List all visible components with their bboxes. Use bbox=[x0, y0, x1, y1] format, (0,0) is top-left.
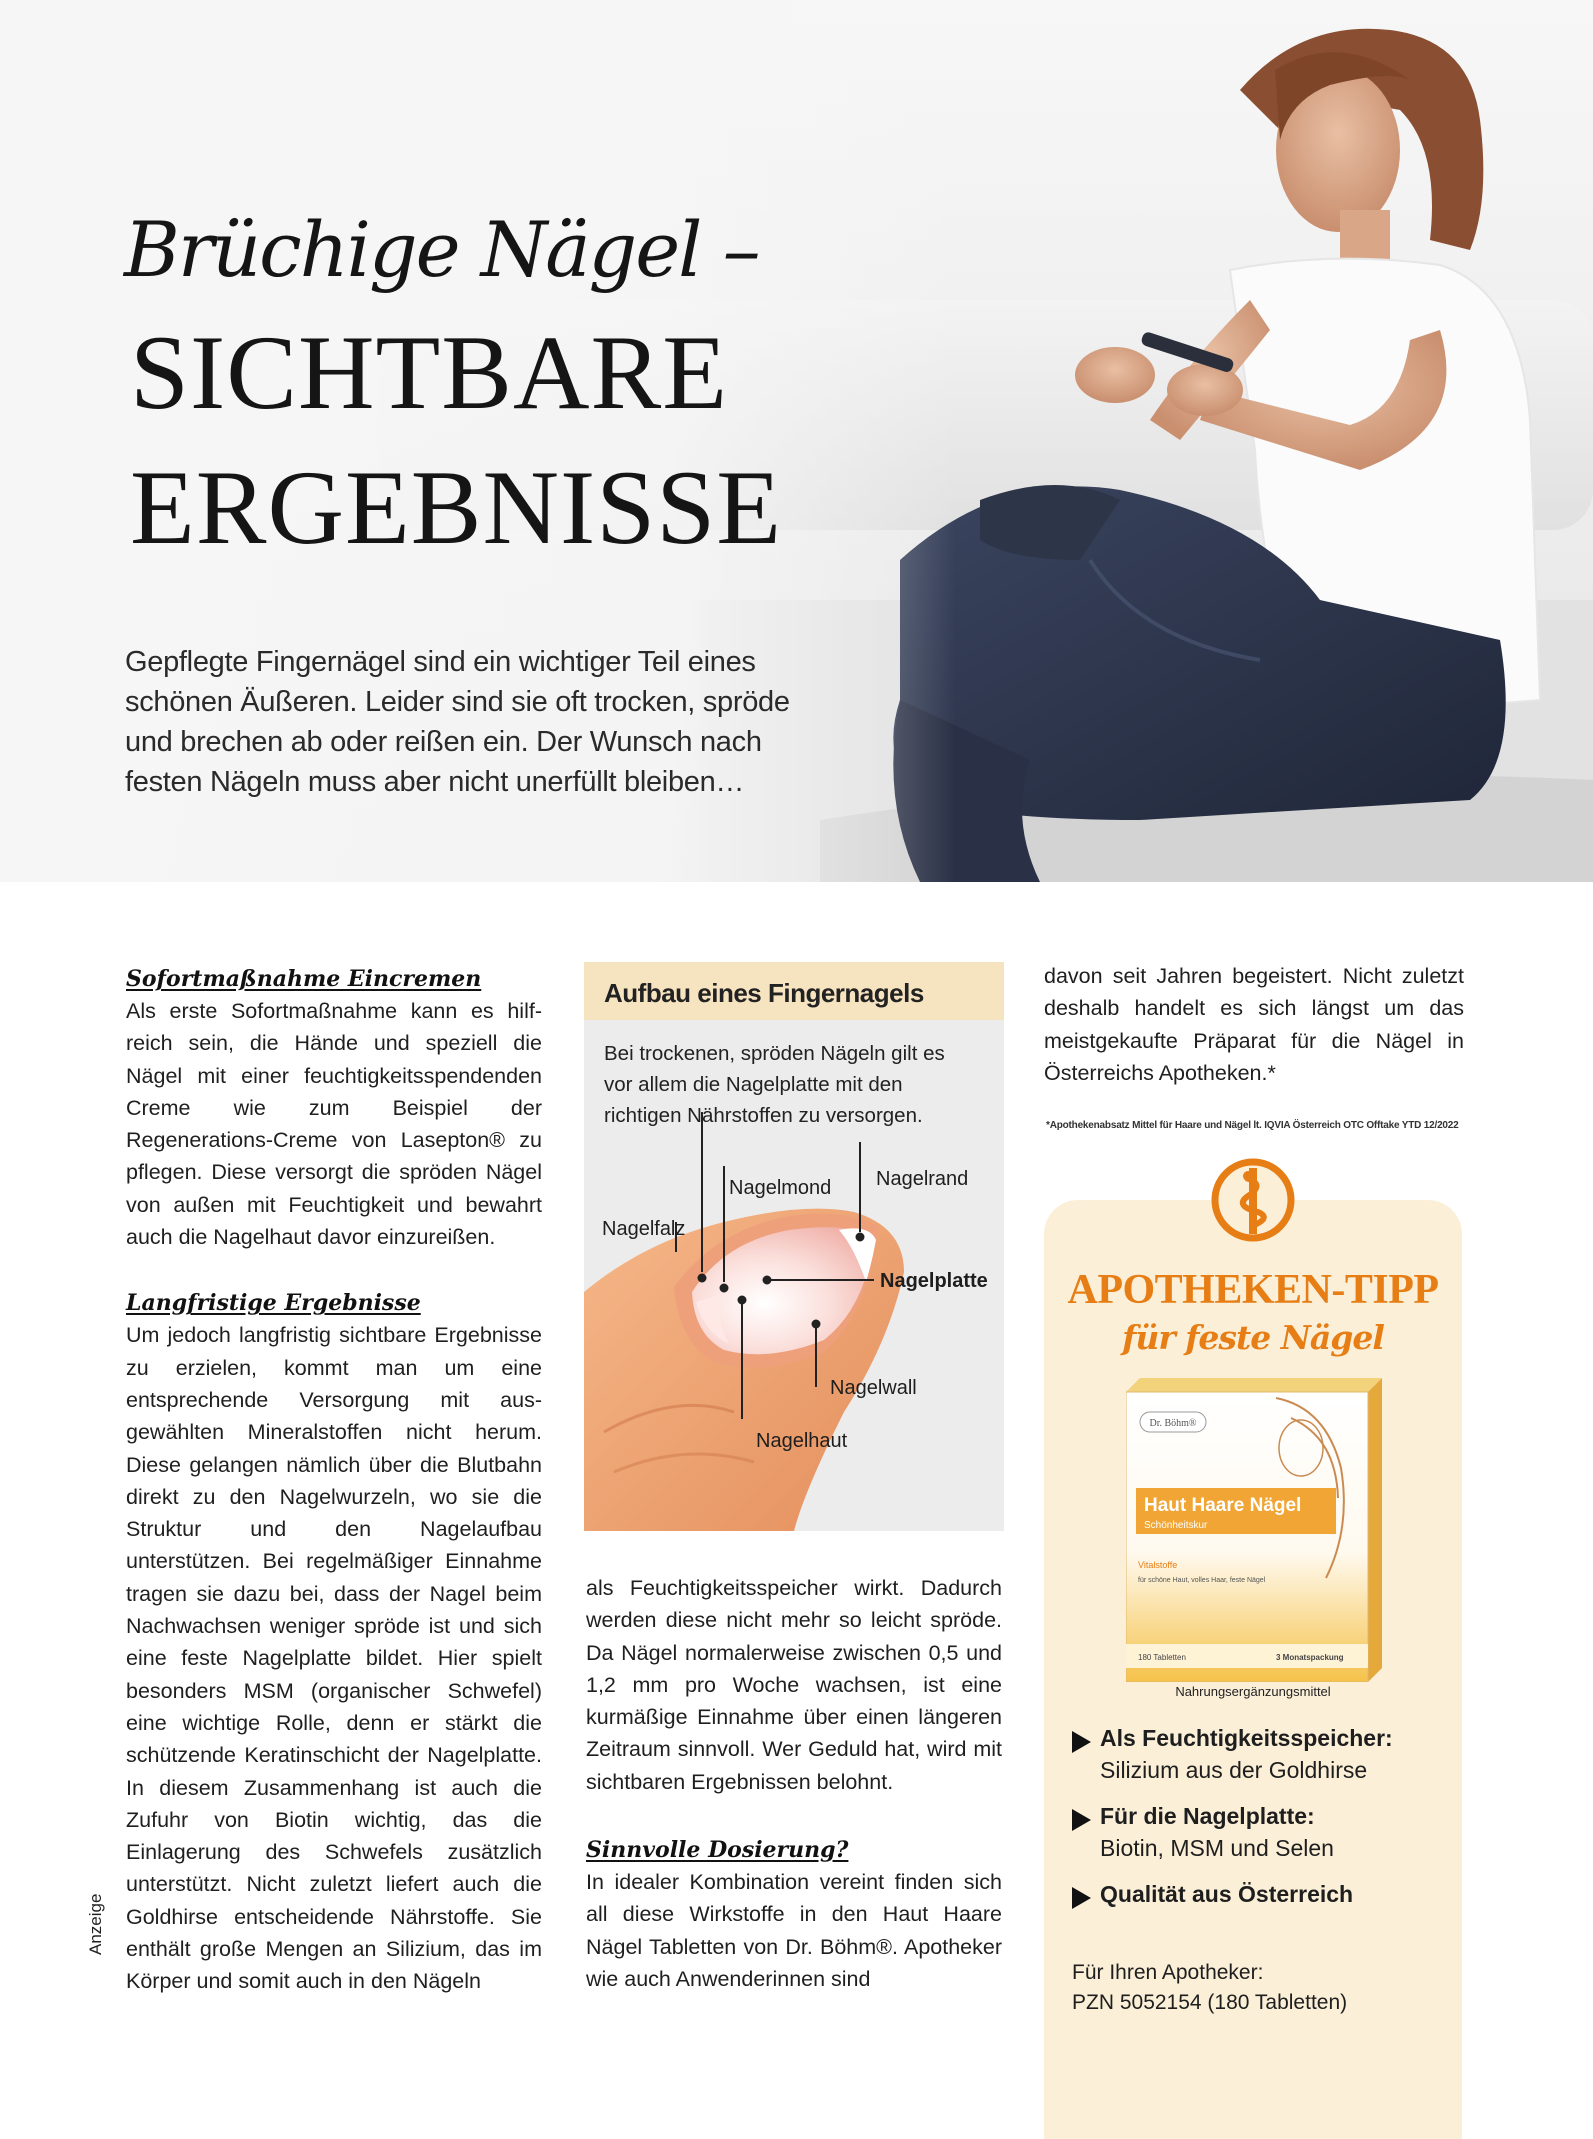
headline-caps-line1: SICHTBARE bbox=[130, 314, 728, 431]
benefit-bold: Für die Nagelplatte: bbox=[1100, 1803, 1315, 1829]
article-column-2 bbox=[586, 1572, 1002, 1995]
nail-anatomy-infobox bbox=[584, 962, 1004, 1531]
paragraph-sofortmassnahme: Als erste Sofortmaßnahme kann es hilfreich sein, die Hände und speziell die Nägel mit einer feuchtigkeitsspendenden Creme wie zum Beispiel der Regenerations-Creme von Lasepton® zu pflegen. Diese versorgt die spröden Nägel von außen mit Feuchtigkeit und bewahrt auch die Nagelhaut davor einzureißen. bbox=[126, 999, 542, 1250]
paragraph-langfristig: Um jedoch langfristig sichtbare Ergebnisse zu erzielen, kommt man um eine entsprechende Versorgung mit ausgewählten Mineralstoffen nicht herum. Diese gelangen nämlich über die Blutbahn direkt zu den Nagelwurzeln, wo sie die Struktur und den Nagelaufbau unterstützen. Bei regelmäßiger Einnahme tragen sie dazu bei, dass der Nagel beim Nachwachsen weniger spröde ist und sich eine feste Nagelplatte bildet. Hier spielt besonders MSM (organischer Schwefel) eine wichtige Rolle, denn er stärkt die schützende Keratinschicht der Nagelplatte. In diesem Zusammenhang ist auch die Zufuhr von Biotin wichtig, das die Einlagerung des Schwefels zusätzlich unterstützt. Nicht zuletzt liefert auch die Goldhirse entscheidende Nährstoffe. Sie enthält große Mengen an Silizium, das im Körper und somit auch in den Nägeln bbox=[126, 1323, 542, 1994]
pharmacist-info bbox=[1072, 1958, 1347, 2018]
subheading-sofortmassnahme: Sofortmaßnahme Eincremen bbox=[126, 966, 482, 992]
pack-brand: Dr. Böhm® bbox=[1149, 1418, 1197, 1429]
triangle-bullet-icon bbox=[1072, 1809, 1091, 1831]
label-nagelhaut: Nagelhaut bbox=[756, 1430, 848, 1452]
advertisement-marker: Anzeige bbox=[86, 1893, 105, 1955]
hero-section bbox=[0, 0, 1593, 882]
label-nagelwall: Nagelwall bbox=[830, 1377, 917, 1399]
pzn-number: PZN 5052154 (180 Tabletten) bbox=[1072, 1991, 1348, 2014]
benefit-item bbox=[1070, 1722, 1450, 1786]
pack-name: Haut Haare Nägel bbox=[1144, 1495, 1302, 1516]
apotheken-tipp-ad bbox=[1044, 1200, 1462, 2139]
product-package bbox=[1126, 1378, 1382, 1682]
paragraph-dosierung: In idealer Kombination vereint finden sich all diese Wirkstoffe in den Haut Haare Nägel Tabletten von Dr. Böhm®. Apotheker wie auch Anwenderinnen sind bbox=[586, 1870, 1002, 1991]
infobox-title: Aufbau eines Fingernagels bbox=[584, 962, 1004, 1020]
ad-subtitle: für feste Nägel bbox=[1122, 1318, 1384, 1357]
pack-sub: Schönheitskur bbox=[1144, 1520, 1208, 1531]
pack-count: 180 Tabletten bbox=[1138, 1653, 1186, 1662]
benefit-text: Silizium aus der Goldhirse bbox=[1100, 1757, 1368, 1783]
label-nagelmond: Nagelmond bbox=[729, 1177, 832, 1199]
paragraph-begeistert: davon seit Jahren begeistert. Nicht zuletzt deshalb handelt es sich längst um das meistgekaufte Präparat für die Nägel in Österreichs Apotheken.* bbox=[1044, 964, 1464, 1085]
triangle-bullet-icon bbox=[1072, 1887, 1091, 1909]
pharmacy-snake-icon bbox=[1208, 1154, 1298, 1250]
footnote: *Apothekenabsatz Mittel für Haare und Nägel lt. IQVIA Österreich OTC Offtake YTD 12/2022 bbox=[1046, 1120, 1459, 1131]
benefit-item bbox=[1070, 1800, 1450, 1864]
label-nagelrand: Nagelrand bbox=[876, 1168, 969, 1190]
label-nagelplatte: Nagelplatte bbox=[880, 1270, 988, 1292]
subheading-dosierung: Sinnvolle Dosierung? bbox=[586, 1837, 849, 1864]
ad-title: APOTHEKEN-TIPP bbox=[1067, 1267, 1439, 1313]
pack-desc: für schöne Haut, volles Haar, feste Nägel bbox=[1138, 1577, 1266, 1584]
article-column-3 bbox=[1044, 960, 1464, 1089]
article-column-1 bbox=[126, 963, 542, 1998]
headline-caps-line2: ERGEBNISSE bbox=[130, 449, 782, 566]
benefit-text: Biotin, MSM und Selen bbox=[1100, 1835, 1334, 1861]
benefit-item bbox=[1070, 1878, 1450, 1910]
benefit-bold: Als Feuchtigkeitsspeicher: bbox=[1100, 1725, 1393, 1751]
benefit-bold: Qualität aus Österreich bbox=[1100, 1881, 1354, 1907]
headline-italic: Brüchige Nägel – bbox=[124, 205, 759, 294]
infobox-text: Bei trockenen, spröden Nägeln gilt es vor allem die Nagelplatte mit den richtigen Nährstoffen zu versorgen. bbox=[604, 1042, 945, 1127]
intro-paragraph: Gepflegte Fingernägel sind ein wichtiger Teil eines schönen Äußeren. Leider sind sie oft trocken, spröde und brechen ab oder reißen ein. Der Wunsch nach festen Nägeln muss aber nicht unerfüllt bleiben… bbox=[125, 646, 790, 798]
pack-caption: Nahrungsergänzungsmittel bbox=[1175, 1684, 1331, 1699]
pack-vital: Vitalstoffe bbox=[1138, 1560, 1178, 1570]
label-nagelfalz: Nagelfalz bbox=[602, 1218, 686, 1240]
subheading-langfristig: Langfristige Ergebnisse bbox=[126, 1290, 421, 1317]
pack-months: 3 Monatspackung bbox=[1276, 1653, 1344, 1662]
triangle-bullet-icon bbox=[1072, 1731, 1091, 1753]
pharmacist-label: Für Ihren Apotheker: bbox=[1072, 1961, 1264, 1984]
benefit-list bbox=[1070, 1722, 1450, 1924]
paragraph-feuchtigkeit: als Feuchtigkeitsspeicher wirkt. Dadurch werden diese nicht mehr so leicht spröde. Da Nägel normalerweise zwischen 0,5 und 1,2 mm pro Woche wachsen, ist eine kurmäßige Einnahme über einen längeren Zeitraum sinnvoll. Wer Geduld hat, wird mit sichtbaren Ergebnissen belohnt. bbox=[586, 1576, 1002, 1794]
